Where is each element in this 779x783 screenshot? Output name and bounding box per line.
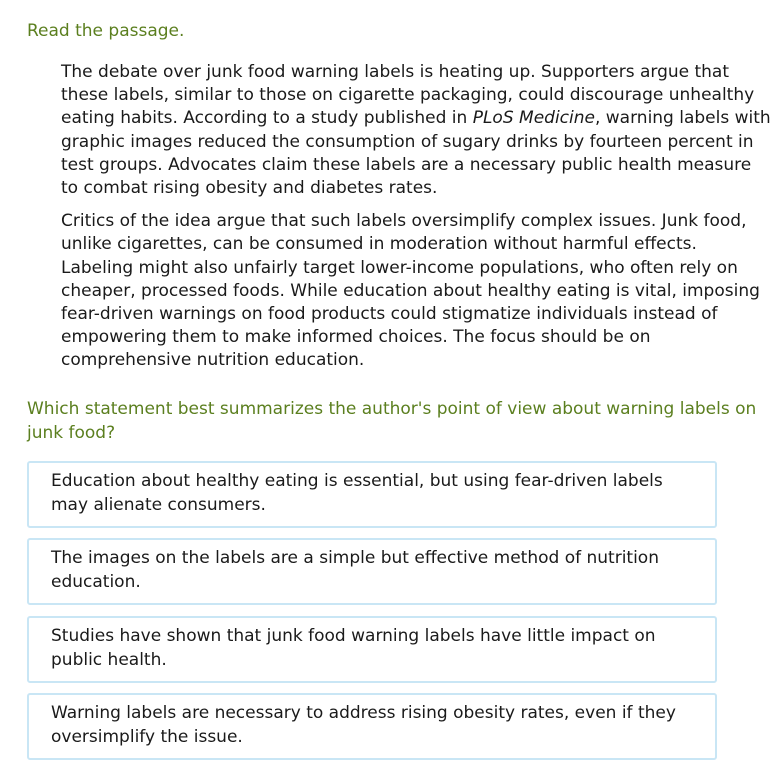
study-source-title: PLoS Medicine bbox=[472, 108, 595, 129]
answer-choice-1[interactable] bbox=[27, 461, 717, 528]
answer-choice-4[interactable] bbox=[27, 693, 717, 760]
answer-choice-2-label: The images on the labels are a simple but effective method of nutrition education. bbox=[51, 548, 659, 592]
answer-choice-4-label: Warning labels are necessary to address rising obesity rates, even if they oversimplify the issue. bbox=[51, 703, 676, 747]
answer-choice-3-label: Studies have shown that junk food warning labels have little impact on public health. bbox=[51, 626, 656, 670]
question-text: Which statement best summarizes the author's point of view about warning labels on junk food? bbox=[27, 399, 757, 443]
passage-paragraph-2: Critics of the idea argue that such labels oversimplify complex issues. Junk food, unlike cigarettes, can be consumed in moderation without harmful effects. Labeling might also unfairly target lower-income populations, who often rely on cheaper, processed foods. While education about healthy eating is vital, imposing fear-driven warnings on food products could stigmatize individuals instead of empowering them to make informed choices. The focus should be on comprehensive nutrition education. bbox=[61, 211, 760, 371]
passage-p1-text-before: The debate over junk food warning labels is heating up. Supporters argue that these labels, similar to those on cigarette packaging, could discourage unhealthy eating habits. According to a study published in bbox=[61, 62, 755, 129]
passage-paragraph-1 bbox=[61, 61, 773, 200]
passage bbox=[61, 61, 773, 383]
answer-choice-2[interactable] bbox=[27, 538, 717, 605]
instruction-text: Read the passage. bbox=[27, 21, 185, 41]
passage-p1-text-after: , warning labels with graphic images reduced the consumption of sugary drinks by fourteen percent in test groups. Advocates claim these labels are a necessary public health measure to combat rising obesity and diabetes rates. bbox=[61, 108, 771, 199]
answer-choice-1-label: Education about healthy eating is essential, but using fear-driven labels may alienate consumers. bbox=[51, 471, 663, 515]
answer-choice-3[interactable] bbox=[27, 616, 717, 683]
